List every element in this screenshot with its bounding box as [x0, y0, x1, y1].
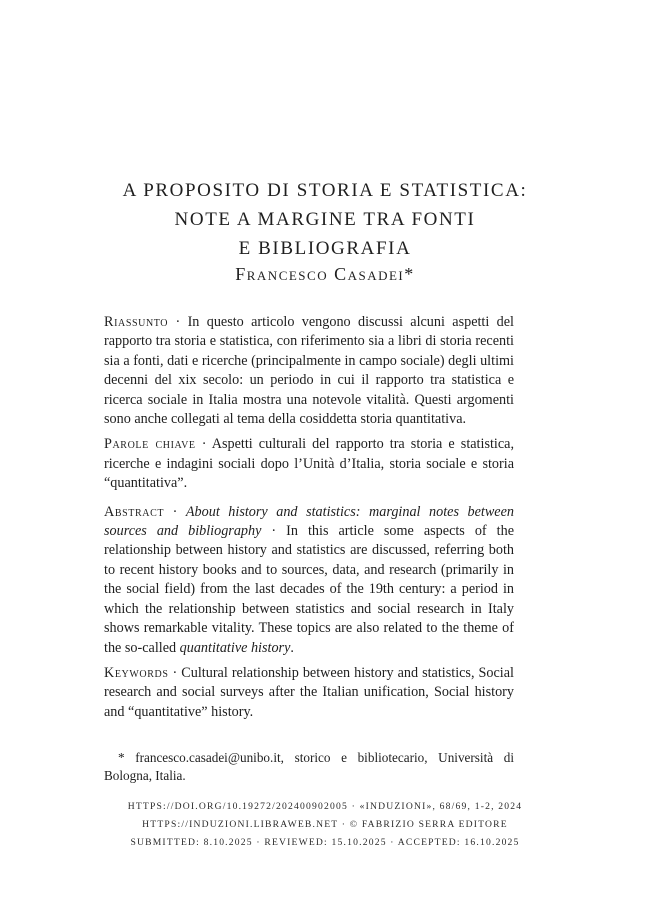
abstract-separator: ·: [164, 503, 186, 520]
riassunto-text: In questo articolo vengono discussi alcuni aspetti del rapporto tra storia e statistica, con riferimento sia a libri di storia recenti sia a fonti, dati e ricerche (principalmente in campo sociale) degli ultimi decenni del xix secolo: un periodo in cui il rapporto tra statistica e ricerca sociale in Italia mostra una notevole vitalità. Questi argomenti sono anche collegati al tema della cosiddetta storia quantitativa.: [104, 314, 514, 428]
title-line-1: A PROPOSITO DI STORIA E STATISTICA:: [122, 180, 528, 201]
author-name: Francesco Casadei*: [235, 264, 415, 284]
riassunto-label: Riassunto: [104, 314, 169, 330]
footer-doi-line: HTTPS://DOI.ORG/10.19272/202400902005 · «INDUZIONI», 68/69, 1-2, 2024: [127, 801, 523, 812]
author-footnote: * francesco.casadei@unibo.it, storico e bibliotecario, Università di Bologna, Italia.: [104, 750, 514, 783]
abstract-title: About history and statistics: marginal notes between sources and bibliography: [104, 503, 514, 540]
abstract-separator-2: ·: [261, 523, 287, 540]
abstracts-section: [104, 313, 514, 728]
parole-chiave-label: Parole chiave: [104, 436, 196, 453]
abstract-label: Abstract: [104, 503, 165, 520]
title-line-2: NOTE A MARGINE TRA FONTI: [174, 209, 476, 230]
footer-dates-line: SUBMITTED: 8.10.2025 · REVIEWED: 15.10.2025 · ACCEPTED: 16.10.2025: [130, 837, 520, 848]
abstract-text: In this article some aspects of the relationship between history and statistics are discussed, referring both to recent history books and to sources, data, and research (primarily in the social field) from the last decades of the 19th century: a period in which the relationship between statistics and social research in Italy shows remarkable vitality. These topics are also related to the theme of the so-called: [104, 523, 514, 656]
title-line-3: E BIBLIOGRAFIA: [238, 238, 412, 259]
keywords-text: Cultural relationship between history and statistics, Social research and social surveys after the Italian unification, Social history and “quantitative” history.: [104, 664, 514, 720]
footer-publisher-line: HTTPS://INDUZIONI.LIBRAWEB.NET · © FABRIZIO SERRA EDITORE: [142, 819, 508, 830]
keywords-separator: ·: [168, 664, 182, 681]
abstract-text-italic: quantitative history: [179, 639, 291, 656]
riassunto-paragraph: [104, 313, 514, 429]
keywords-label: Keywords: [104, 664, 169, 681]
parole-chiave-paragraph: [104, 435, 514, 493]
keywords-paragraph: [104, 664, 514, 722]
abstract-text-end: .: [290, 639, 294, 656]
riassunto-separator: ·: [168, 314, 188, 330]
parole-chiave-text: Aspetti culturali del rapporto tra storia e statistica, ricerche e indagini sociali dopo l’Unità d’Italia, storia sociale e storia “quantitativa”.: [104, 436, 514, 492]
abstract-paragraph: [104, 503, 514, 658]
article-title: [0, 176, 650, 263]
parole-chiave-separator: ·: [195, 436, 212, 453]
